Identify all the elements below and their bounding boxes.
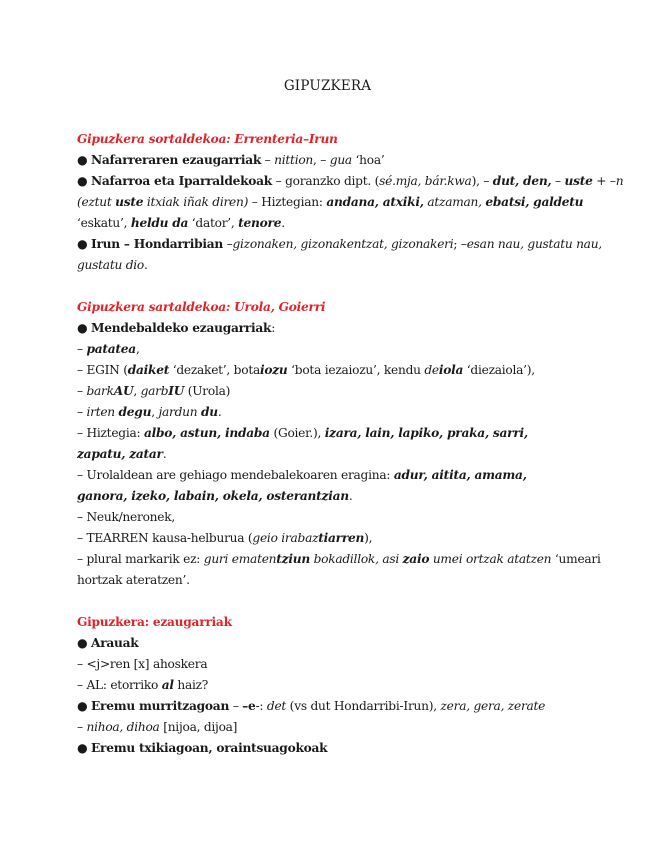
s2-line-13: hortzak ateratzen’.: [77, 573, 190, 587]
s2-line-12: – plural markarik ez: guri ematentziun bokadillok, asi zaio umei ortzak atatzen ‘umeari: [77, 552, 601, 566]
s3-line-4: ● Eremu murritzagoan – –e-: det (vs dut Hondarribi-Irun), zera, gera, zerate: [77, 699, 546, 713]
s1-line-6: gustatu dio.: [77, 258, 148, 272]
bullet-icon: ●: [77, 237, 88, 251]
s2-line-3: – EGIN (daiket ‘dezaket’, botaiozu ‘bota iezaiozu’, kendu deiola ‘diezaiola’),: [77, 363, 535, 377]
s2-line-6: – Hiztegia: albo, astun, indaba (Goier.), izara, lain, lapiko, praka, sarri,: [77, 426, 528, 440]
s1-line-5: ● Irun – Hondarribian –gizonaken, gizonakentzat, gizonakeri; –esan nau, gustatu nau,: [77, 237, 602, 251]
section-heading-sartaldea: Gipuzkera sartaldekoa: Urola, Goierri: [77, 300, 326, 314]
s3-line-3: – AL: etorriko al haiz?: [77, 678, 209, 692]
s2-line-4: – barkAU, garbIU (Urola): [77, 384, 231, 398]
s3-line-6: ● Eremu txikiagoan, oraintsuagokoak: [77, 741, 328, 755]
bullet-icon: ●: [77, 741, 88, 755]
s2-line-2: – patatea,: [77, 342, 140, 356]
s2-line-10: – Neuk/neronek,: [77, 510, 175, 524]
bullet-icon: ●: [77, 321, 88, 335]
document-body: [77, 129, 624, 759]
s1-line-4: ‘eskatu’, heldu da ‘dator’, tenore.: [77, 216, 285, 230]
s2-line-8: – Urolaldean are gehiago mendebalekoaren eragina: adur, aitita, amama,: [77, 468, 527, 482]
s2-line-11: – TEARREN kausa-helburua (geio irabaztiarren),: [77, 531, 373, 545]
page-title: GIPUZKERA: [283, 78, 372, 94]
s3-line-2: – <j>ren [x] ahoskera: [77, 657, 208, 671]
bullet-icon: ●: [77, 153, 88, 167]
bullet-icon: ●: [77, 174, 88, 188]
bullet-icon: ●: [77, 699, 88, 713]
section-heading-sortaldea: Gipuzkera sortaldekoa: Errenteria–Irun: [77, 132, 338, 146]
s2-line-7: zapatu, zatar.: [77, 447, 167, 461]
s3-line-1: ● Arauak: [77, 636, 139, 650]
section-heading-ezaugarriak: Gipuzkera: ezaugarriak: [77, 615, 232, 629]
s3-line-5: – nihoa, dihoa [nijoa, dijoa]: [77, 720, 238, 734]
s2-line-9: ganora, izeko, labain, okela, osterantzian.: [77, 489, 353, 503]
s2-line-1: ● Mendebaldeko ezaugarriak:: [77, 321, 276, 335]
s1-line-3: (eztut uste itxiak iñak diren) – Hiztegian: andana, atxiki, atzaman, ebatsi, galdetu: [77, 195, 584, 209]
bullet-icon: ●: [77, 636, 88, 650]
s1-line-2: ● Nafarroa eta Iparraldekoak – goranzko dipt. (sé.mja, bár.kwa), – dut, den, – uste + –n: [77, 174, 624, 188]
s2-line-5: – irten degu, jardun du.: [77, 405, 222, 419]
s1-line-1: ● Nafarreraren ezaugarriak – nittion, – gua ‘hoa’: [77, 153, 385, 167]
